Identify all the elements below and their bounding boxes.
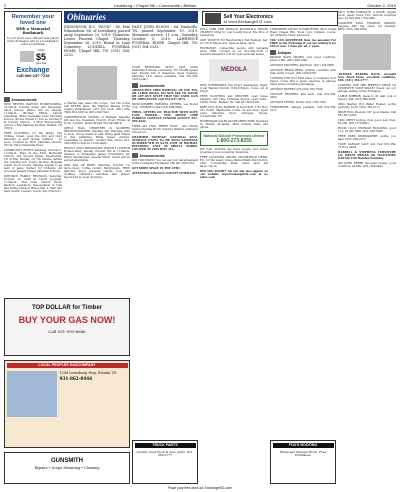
propane-ad xyxy=(4,360,130,448)
page-number: 2 xyxy=(4,3,7,8)
announcements-label-3: Announcements xyxy=(139,153,165,158)
column-2 xyxy=(64,66,130,296)
sell-title: Sell Your Electronics xyxy=(223,13,274,20)
water-heater: 2009 Maytag Hot Water Heater, works perfectly, $150. (931) 359-2117. xyxy=(338,103,396,109)
page-footer: Place your free word ad: Exchange931.com xyxy=(168,486,232,490)
electronics-icon xyxy=(205,13,221,24)
timber-ad xyxy=(4,298,130,356)
suicide-lifeline-ad xyxy=(200,131,268,146)
obituary-fant: FANT, JOHN ELDON - 84, Nashville, TN, passed September 19, 2019. Memorial service, 11 a.m., Saturday, October 5, 2019. LAWRENCE FUNERAL HOME, Chapel Hill, TN. (931) 364-2233. xyxy=(132,25,198,49)
free-clothing-closet: FREE CLOTHING for the family. The Clothes Closet, open the first and third Saturday of each month, 9:00a.m. - 12 noon. Located at First Christian Church, 201 W. Old Cornersville Road. xyxy=(4,132,62,147)
ford-fairlane: (931) FORD FAIRLANE, 4 DOOR, engine good, needs some TLC. Serious inquiries only. $1,500 (931) 700-2460. xyxy=(338,11,396,20)
exchange-logo: Exchange xyxy=(16,66,50,74)
lifeline-title: National Suicide Prevention Lifeline xyxy=(203,133,265,138)
homemade-guide: HOMEMADE SALES GUIDE DIRECTORY: Featured by Weekly shopping. Must include name and phone. xyxy=(200,120,268,129)
page-header xyxy=(4,2,396,9)
first-piece: LOOKING FOR Your First Piece to Complete Your Space. Come find a great selection of antique items at the Lewisburg Exchange. xyxy=(270,77,336,86)
ads-on-website: DID YOU KNOW? All our ads also appear on our website www.Exchange931.com at no extra cost! xyxy=(200,170,268,179)
bush-hog: BUSH HOG Mowers, 60" good blades. Call 931-637-2295. xyxy=(338,111,396,117)
sell-subtitle: at www.Exchange931.com xyxy=(223,19,272,24)
truck-parts-ad xyxy=(132,440,198,484)
marine-corps-league: A Marine may leave the Corps... not the Corps will NEVER leave the Marine! Marine Corps League Detachment 1311. Jim Cook. (931) 639-7984. Bob Morton (931) 842-7421. xyxy=(64,102,130,114)
garage-sale: YOUR GARAGE SALE AD: Call 931-359-7218 or email. xyxy=(338,143,396,149)
harrell-furniture: HARRELL & STEPHENS FURNITURE CO. GREAT PRICES ON INVENTORY. 8:00 till 5:00 Monday-Saturday. xyxy=(338,151,396,160)
pull-tabs: PULL TABS FOR RONALD McDONALD HOUSE CHARITY, bring to: your locally run at Tire Pros of Lewisburg. xyxy=(200,28,268,37)
column-4 xyxy=(200,28,268,486)
antiques-label: Antiques xyxy=(277,50,292,55)
buy-gas-now: BUY YOUR GAS NOW! xyxy=(18,314,116,325)
grammer-storage: GRAMMER STORAGE. NATIONAL SELF-STORAGE UNITS TO BE SOLD SATURDAY, OCTOBER 5TH AT 9A.M. UNIT 32 MICHAEL PETERSON, UNIT 50 SHELLY MARKS. LOCATED AT 2929 HWY 31A. xyxy=(132,136,198,151)
extended-attic: YOUR EXTENDED ATTIC: 1905 North Washington Street, Lewisburg, TN. 35,000 square feet. Booths full of treasures. Open Tuesday-Saturday 10-5. Space available. Call 931-359-1925 today! xyxy=(132,66,198,81)
tractor-offers: TIRES, OFFERS ON TRACTOR WITH SOFT, EASY. MOWER... FOR ADDED CHIP PARKING CONTACT VENDOR AGENCY: 931-999-4422. xyxy=(132,111,198,123)
megaphone-icon xyxy=(132,153,138,158)
megaphone-icon xyxy=(132,83,138,88)
lewisburg-music: LEWISBURG MUSIC & EMPORIUM, Buck Creek Road, Chapel Hill. Tools, toys, trinkets, rooms, old furniture, rustic and more. xyxy=(270,28,336,37)
vintage-heaters: VINTAGE HEATERS, $20 each. Call 931-359-2060. xyxy=(270,93,336,99)
antique-fainters: ANTIQUE FAINTERS, $40 Each. (931) 228-6868. xyxy=(270,64,335,67)
propane-title: LOCAL PEOPLES GASCOMPANY xyxy=(7,363,128,368)
column-3 xyxy=(132,66,198,486)
did-you-know: DID YOU KNOW? You can get your advertisement in the Lewisburg Exchange! Call 931-359-7218. xyxy=(132,159,198,165)
paper-title: Lewisburg • Chapel Hill • Cornersville • Belfast xyxy=(114,3,196,8)
medola-logo: MEDOLA xyxy=(209,59,259,81)
gunsmith-ad xyxy=(4,452,130,484)
timber-contact: Call 931-993-6686 xyxy=(48,328,86,334)
fox-roofing-label: FOX'S ROOFING xyxy=(273,443,334,448)
propane-phone: 931-862-8446 xyxy=(59,376,93,382)
advertise-free: YOU CAN ADVERTISE item (no amount) For FREE in the Exchange if you are selling it for $50 or less. 1 item per ad, 1 week. xyxy=(270,39,336,48)
fall-festival: OUR TICKETS TO Fayetteville's Fall Festival. Sat. Oct 26 in Mayes Ave. Open at 9a.m.-4p.m. xyxy=(200,39,268,45)
antique-brass-beds: ANTIQUE BRASS BEDS, pristine condition with rails, $250 or best. (931) 628-0700. xyxy=(270,69,336,75)
chair-icon xyxy=(270,50,276,55)
bakers-rack: ANTIQUE BAKERS RACK, wrought iron, black brass, excellent condition, $90. (931) 359-2777. xyxy=(338,73,396,82)
propane-tank-image xyxy=(7,371,57,417)
plus-tax: plus tax xyxy=(35,61,47,65)
three-foot-sewing: TIRES and THAT THREE FOOT - also Family Sewing Sewing Booth, Vendors Wanted. Grammar School Lot. xyxy=(132,125,198,134)
obituary-edmonson: EDMONSON, R.C. "BUCK" - 86, Fate Edmondson, 86, of Lewisburg, passed away September 20, 2019. Visitation: Lowes Funeral Chapel, Thursday, September 26, 2019. Burial in Lone Cemetery. LUNDELL FUNERAL HOME, Chapel Hill, TN. (931) 364-2233. xyxy=(64,25,130,57)
column-5 xyxy=(270,28,336,486)
remember-body: If your loved one's obituary was placed in the Exchange, add on a bookmark to order a bookmark. xyxy=(7,36,59,46)
lifeline-number: 1-800-273-8255 xyxy=(216,137,252,144)
remember-call: Call 800-247-7218 xyxy=(16,73,50,78)
marine-photo xyxy=(77,66,117,100)
large-mirror: LARGE MIRROR, made to fit wall, lots of history. $40. (931) 698-2008. xyxy=(338,95,396,101)
obituaries-heading: Obituaries xyxy=(64,11,198,23)
megaphone-icon xyxy=(4,97,10,102)
one-day-of-hope: ONE DAY OF HOPE, Saturday, October 12, 9a.m.-2p.m., Coffee County Fairgrounds. FREE haircuts, blood pressure checks, food and clothing, children's activities and prayer. Sponsored by local churches. xyxy=(64,164,130,179)
antique-trunk: ANTIQUE TRUNK, Works. (931) 703-7200. xyxy=(270,101,327,104)
park-city-flea: PARK CITY FLEA MARKET & AUCTION, 1751 Hwy 231 North, Shelbyville. Come out and shop. Open every Saturday, 8p.m. Antiques, Ozone, Cornersville, TN. xyxy=(200,106,268,118)
sell-electronics-ad xyxy=(202,11,338,26)
announcements-label-2: Announcements xyxy=(139,83,165,88)
cavalier-spaniel: CAVALIER KING CHARLES SPANIEL puppies, AKC reg. shots, vet checked, $800. (931) 409-2500. xyxy=(338,22,396,31)
great-hall-cemetery: GREAT HALL CEMETERY & SLOWERS REUNION/DINNER: Meeting 2nd Thursday, 9:00 to noon. Group meets in tent. Bring plain dinner to this gathering. Bring bread, chicken, vegetables or dessert. Contact Sim, phone 931-359-2266 to host by 12:00 sharp. xyxy=(64,127,130,145)
truck-parts-text: Quality used truck & auto parts. 931-359-2777 xyxy=(136,449,194,457)
perfect-piece: LOOKING FOR THE PERFECT PIECE TO COMPLETE YOUR SPACE? Check out our antique listings in the Exchange. xyxy=(338,84,396,93)
attic-space-label: GET MORE SPACE IN THE ATTIC xyxy=(132,167,181,170)
column-1 xyxy=(4,95,62,295)
remember-title: Remember your loved one xyxy=(11,13,55,26)
veterans-label: ATTENTION LINCOLN COUNTY VETERANS xyxy=(132,172,196,175)
free-clothing-shoes: FREE CLOTHING, SHOES, HOUSEHOLD ITEMS, Etc. for the needy. Grace United Methodist Church, 1801 Cornersville Road. Open each Sat 9a.m.-12p.m. xyxy=(200,156,268,168)
exchange-connecting: EXCHANGE, connecting people with bargains since 1968. Contact us at: 931-359-7218 or www.Exchange931.com for your personal needs. xyxy=(200,47,268,56)
announcements-label: Announcements xyxy=(11,97,37,102)
bakers-rack-photo xyxy=(343,34,391,70)
montgomery-farming: MONTGOMERY FARMING OFFERS, use flower crop, CHARGE Contact 931-698-9899. xyxy=(132,103,198,109)
timber-title: TOP DOLLAR for Timber xyxy=(31,304,102,311)
gunsmith-text: Repairs • Scope Mounting • Cleaning xyxy=(34,465,100,470)
bookmark-image xyxy=(20,51,34,62)
cornersville-civitan: CORNERSVILLE CIVITAN of Farmers. Meeting 4th and the Nazarene Church. Every Friday at Noon. Contact: Jackie Bryant 931-293-9818. xyxy=(64,116,130,125)
fox-roofing-ad xyxy=(270,440,336,484)
truck-parts-label: TRUCK PARTS xyxy=(135,443,196,448)
new-internship: NEW INTERNSHIP, Fun Every Wednesday Night. Local Baptist Church. 6:30-8:30p.m. Come out & Enjoy! xyxy=(200,84,268,93)
fox-roofing-text: Metal and Shingle Roofs. Free Estimates! xyxy=(279,449,327,457)
storage-building: HOOK 12x12 STORAGE BUILDING, good roof, $1,200 OBO. (931) 685-6600. xyxy=(338,127,396,133)
obituaries-section xyxy=(64,11,198,63)
typewriter: TYPEWRITER, antique portable. Call 931-359-2117. xyxy=(270,106,336,112)
community-event: COMMUNITY EVENT, Saturday, October 5, 11:30a.m. Held at the First Methodist Church, 205 Second Street, Fayetteville, TN 37334. Sunday, on 7th Avenue behind the Colonial Inn. Topics include: Hospital scams. Food, booths. Singing, hoping to be held of Jesus. Perfect for Children. All proceeds benefit Gospel Christian Schools. xyxy=(4,149,62,173)
remember-subtitle: With a Memorial Bookmark xyxy=(16,27,50,35)
john-deere-mower: 4x6 JOHN DEERE flex-wing mower, good condition, $4,800. (931) 359-4441. xyxy=(338,162,396,168)
chevy-pickup: 1984 CHEVY pickup, runs good, new tires, $2,500. (931) 278-9601. xyxy=(338,119,396,125)
free-dishwasher: FREE USED DISHWASHER, works, you haul. (931) 808-2727. xyxy=(338,135,396,141)
mount-zion-homecoming: MOUNT ZION MISSIONARY BAPTIST CHURCH Homecoming, Sunday October 6th at 11:00a.m. Speaker is Evangelist James Crutchfield. Dr. Bobby Pendergrass. Special Music. Lunch will be served afterwards. xyxy=(64,147,130,162)
gunsmith-title: GUNSMITH xyxy=(51,457,83,464)
price: $5 xyxy=(35,51,46,62)
only-label: Only xyxy=(37,47,45,52)
johnson-reunion: JOHNSON FAMILY REUNION, Saturday, October 12, 2019 at Lunch program, 11:00a.m., Flat Cane Church Picnic Pavilion. Lewisburg. Descendants of John and Velma Johnson. Bring dish, a chair and lawn chairs. Contact: Lunch, 931-359-5211. xyxy=(4,175,62,193)
paddle-back-chairs: PADDLE BACK CHAIRS, very good condition, $100 or Bst. (931) 698-1040. xyxy=(270,56,336,62)
free-removal: ABSOLUTELY FREE REMOVAL OF USE TVS, OR LARGE BIGGS. DO NOT SEE TO WASTE OR GET OUT STUFF THAT YOU USED, GUN OR APPLIANCES. Call 931-637-3975. xyxy=(132,89,198,101)
memorial-bookmark-ad xyxy=(4,11,62,93)
more-people: WE CAN ALWAYS use more people. Our Dollar program is now accepting donations. xyxy=(200,148,268,154)
free-clothing-grocery: FREE CLOTHING and GROCERY, open house ministry. Old Time Christian Stores, open 9AM - 12PM. Clinic, Belfast, TN. Call 931-359-2202. xyxy=(200,95,268,104)
antique-buffet: ANTIQUE BUFFET, $75 (931) 801-7098. xyxy=(270,88,324,91)
page-date: October 2, 2019 xyxy=(367,3,396,8)
new-bethel-homecoming: NEW BETHEL BAPTIST HOMECOMING, 10:30a.m. Country music and fellowship, lunch follows. Pastor will be singing, 11:00a.m.. Brother Phillip Carroll preaching. Bring homeship meal following service. All are invited to join us October 6 at Country Church. - 2 Hour Homecoming service, 1832 Highway 64 West, Belfast, TN 37019. xyxy=(4,103,62,130)
propane-address: 1208 Lewisburg Hwy, Pulaski TN xyxy=(59,370,117,375)
column-6 xyxy=(338,11,396,486)
